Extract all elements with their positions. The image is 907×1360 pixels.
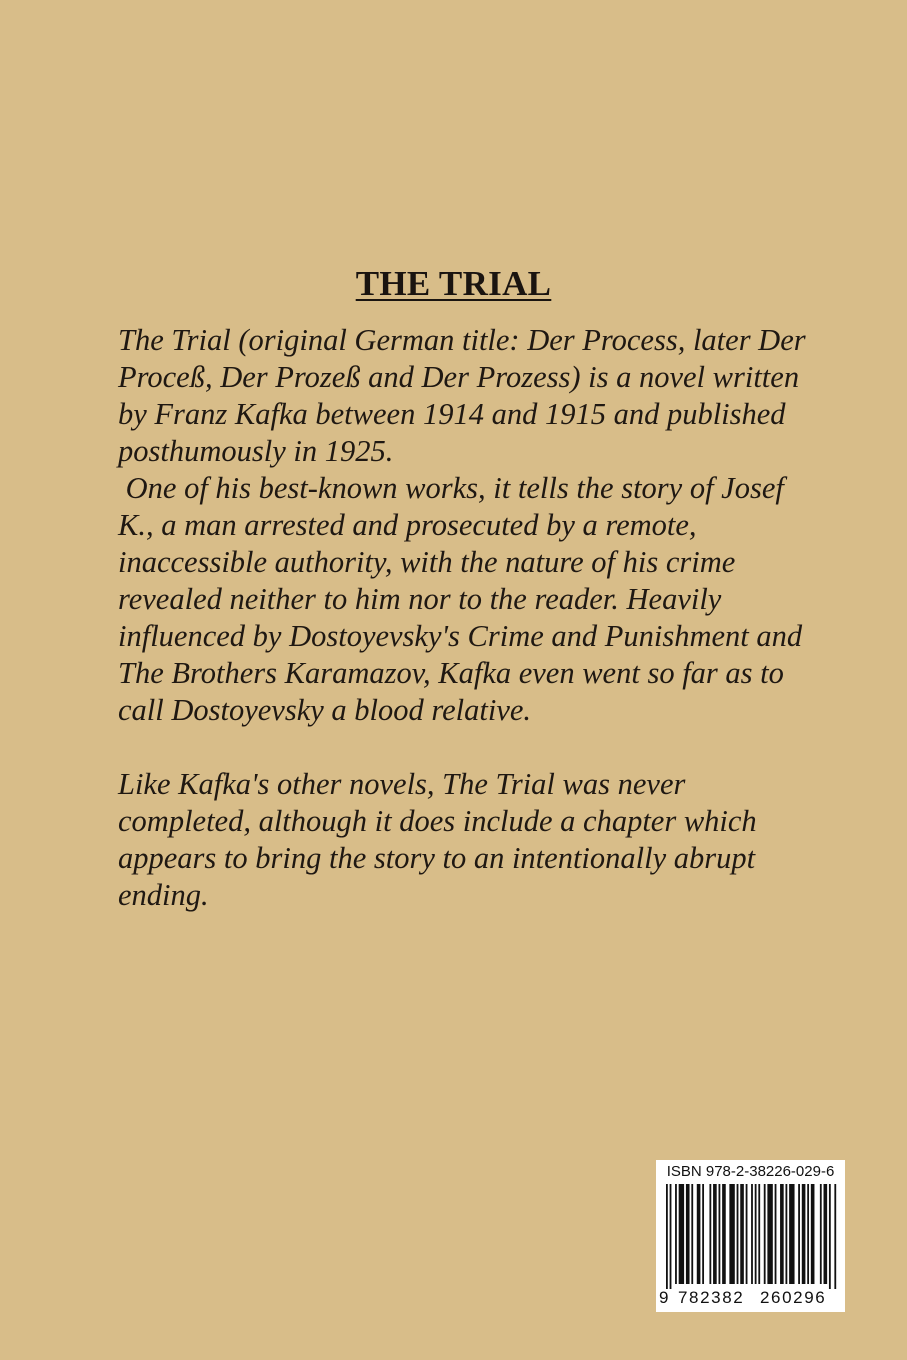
barcode-bar: [802, 1184, 806, 1284]
blurb-line: inaccessible authority, with the nature of his crime: [118, 545, 736, 579]
barcode-bar: [670, 1184, 672, 1289]
barcode-bar: [737, 1184, 739, 1284]
blurb-line: Like Kafka's other novels, The Trial was never: [118, 767, 686, 801]
blurb-line: call Dostoyevsky a blood relative.: [118, 693, 532, 727]
blurb-line: completed, although it does include a chapter which: [118, 804, 757, 838]
back-cover-blurb: [118, 322, 808, 914]
blurb-line: by Franz Kafka between 1914 and 1915 and published: [118, 397, 786, 431]
blurb-line: posthumously in 1925.: [118, 434, 394, 468]
barcode-bar: [775, 1184, 777, 1284]
barcode-bar: [740, 1184, 744, 1284]
barcode-bar: [719, 1184, 721, 1284]
barcode-digits-left: 782382: [678, 1288, 745, 1307]
barcode-digit-first: 9: [659, 1288, 669, 1307]
blurb-line: appears to bring the story to an intentionally abrupt: [118, 841, 756, 875]
barcode-bar: [811, 1184, 815, 1284]
barcode-bar: [755, 1184, 757, 1284]
blurb-line: revealed neither to him nor to the reader. Heavily: [118, 582, 722, 616]
blurb-line: ending.: [118, 878, 209, 912]
barcode-bar: [767, 1184, 772, 1284]
barcode-bar: [829, 1184, 831, 1289]
book-title: THE TRIAL: [355, 264, 552, 303]
barcode-bar: [722, 1184, 726, 1284]
barcode-bar: [824, 1184, 828, 1284]
blurb-line: K., a man arrested and prosecuted by a remote,: [118, 508, 697, 542]
barcode-bar: [709, 1184, 711, 1284]
blurb-line: The Trial (original German title: Der Process, later Der: [118, 323, 806, 357]
paragraph-gap: [118, 729, 808, 766]
barcode-bar: [798, 1184, 800, 1284]
blurb-line: Proceß, Der Prozeß and Der Prozess) is a novel written: [118, 360, 800, 394]
barcode-bar: [820, 1184, 822, 1284]
barcode-bar: [702, 1184, 704, 1284]
barcode-bars-icon: [666, 1184, 838, 1289]
barcode-bar: [713, 1184, 717, 1284]
barcode-bar: [697, 1184, 701, 1284]
barcode-digits-right: 260296: [760, 1288, 827, 1307]
barcode-bar: [686, 1184, 690, 1284]
blurb-line: One of his best-known works, it tells the story of Josef: [118, 471, 784, 505]
barcode-bar: [666, 1184, 668, 1289]
barcode-bar: [764, 1184, 766, 1284]
barcode-bar: [679, 1184, 684, 1284]
barcode-bar: [780, 1184, 784, 1284]
barcode-bar: [785, 1184, 787, 1284]
barcode-bar: [758, 1184, 760, 1284]
isbn-barcode: [656, 1160, 845, 1312]
barcode-bar: [834, 1184, 836, 1289]
barcode-bar: [729, 1184, 734, 1284]
barcode-bar: [675, 1184, 677, 1284]
blurb-line: The Brothers Karamazov, Kafka even went so far as to: [118, 656, 784, 690]
isbn-label: ISBN 978-2-38226-029-6: [666, 1163, 835, 1180]
barcode-bar: [751, 1184, 753, 1284]
barcode-bar: [807, 1184, 809, 1284]
barcode-bar: [746, 1184, 748, 1284]
barcode-bar: [789, 1184, 794, 1284]
barcode-bar: [691, 1184, 693, 1284]
blurb-line: influenced by Dostoyevsky's Crime and Punishment and: [118, 619, 803, 653]
